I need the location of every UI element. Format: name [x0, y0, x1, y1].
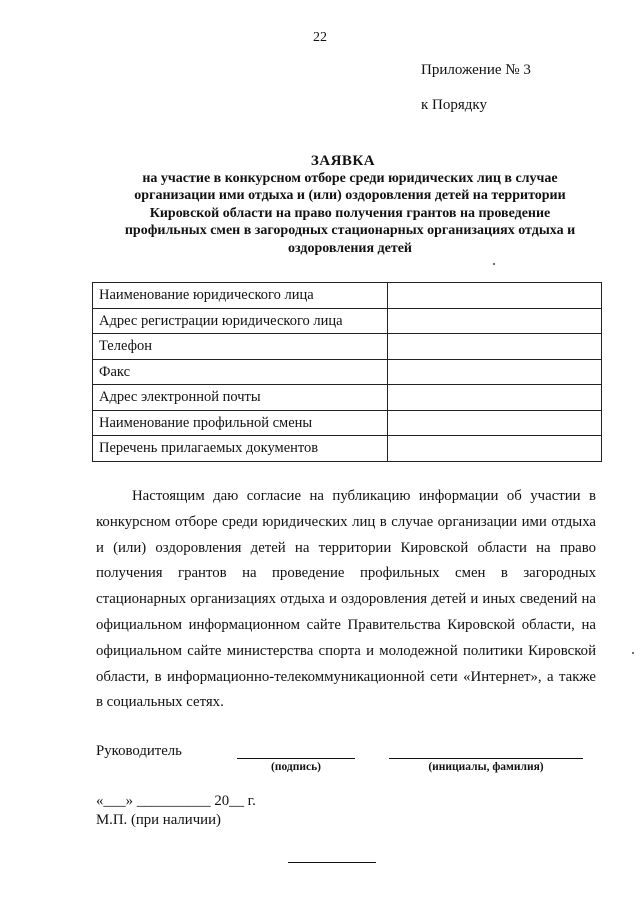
stamp-note: М.П. (при наличии): [96, 812, 221, 828]
form-row-value-field[interactable]: [388, 283, 602, 309]
consent-paragraph: [96, 484, 596, 716]
document-title: ЗАЯВКА: [310, 153, 376, 169]
form-row-label: Наименование профильной смены: [93, 410, 388, 436]
signature-line[interactable]: [237, 758, 355, 759]
form-row: [93, 385, 602, 411]
appendix-label: Приложение № 3: [421, 62, 531, 78]
form-row: [93, 334, 602, 360]
form-row-label: Наименование юридического лица: [93, 283, 388, 309]
form-row-value-field[interactable]: [388, 334, 602, 360]
form-row-value-field[interactable]: [388, 410, 602, 436]
application-form-table: [92, 282, 602, 462]
form-row: [93, 359, 602, 385]
form-row: [93, 436, 602, 462]
form-table-body: [93, 283, 602, 462]
scan-speck: [632, 652, 634, 654]
form-row-value-field[interactable]: [388, 385, 602, 411]
end-line: [288, 862, 376, 863]
form-row-value-field[interactable]: [388, 359, 602, 385]
form-row-value-field[interactable]: [388, 308, 602, 334]
form-row-value-field[interactable]: [388, 436, 602, 462]
page-number: 22: [313, 30, 327, 45]
form-row-label: Адрес регистрации юридического лица: [93, 308, 388, 334]
scan-speck: [493, 263, 495, 265]
name-caption: (инициалы, фамилия): [428, 761, 544, 773]
signature-caption: (подпись): [271, 761, 321, 773]
form-row: [93, 283, 602, 309]
form-row: [93, 308, 602, 334]
name-line[interactable]: [389, 758, 583, 759]
form-row-label: Факс: [93, 359, 388, 385]
form-row-label: Телефон: [93, 334, 388, 360]
signer-role: Руководитель: [96, 743, 182, 759]
date-line: «___» __________ 20__ г.: [96, 793, 256, 809]
form-row-label: Перечень прилагаемых документов: [93, 436, 388, 462]
form-row: [93, 410, 602, 436]
consent-text: Настоящим даю согласие на публикацию информации об участии в конкурсном отборе среди юридических лиц в случае организации ими отдыха и (или) оздоровления детей на территории Кировской области на право получения грантов на проведение профильных смен в загородных стационарных организациях отдыха и оздоровления детей и иных сведений на официальном информационном сайте Правительства Кировской области, на официальном сайте министерства спорта и молодежной политики Кировской области, в информационно-телекоммуникационной сети «Интернет», а также в социальных сетях.: [96, 488, 596, 711]
document-subtitle: на участие в конкурсном отборе среди юридических лиц в случае организации ими отдыха и (или) оздоровления детей на территории Кировской области на право получения грантов на проведение профильных смен в загородных стационарных организациях отдыха и оздоровления детей: [124, 171, 576, 256]
form-row-label: Адрес электронной почты: [93, 385, 388, 411]
order-reference: к Порядку: [421, 97, 487, 113]
